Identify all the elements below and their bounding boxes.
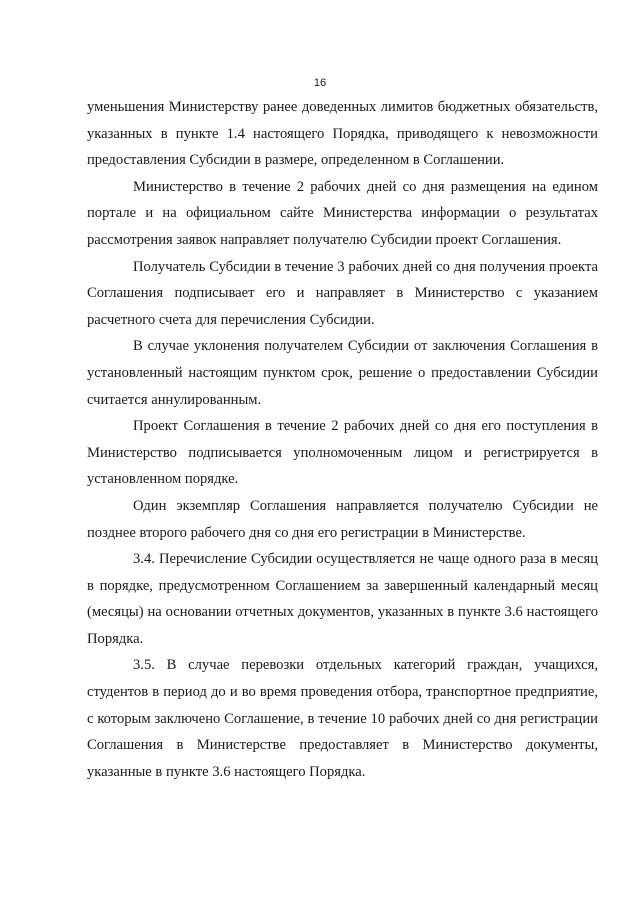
paragraph-clause-3-5: 3.5. В случае перевозки отдельных категорий граждан, учащихся, студентов в период до и во время проведения отбора, транспортное предприятие, с которым заключено Соглашение, в течение 10 рабочих дней со дня регистрации Соглашения в Министерстве предоставляет в Министерство документы, указанные в пункте 3.6 настоящего Порядка. <box>87 657 598 780</box>
paragraph-evasion-annulled: В случае уклонения получателем Субсидии от заключения Соглашения в установленный настоящим пунктом срок, решение о предоставлении Субсидии считается аннулированным. <box>87 338 598 408</box>
paragraph-clause-3-4: 3.4. Перечисление Субсидии осуществляется не чаще одного раза в месяц в порядке, предусмотренном Соглашением за завершенный календарный месяц (месяцы) на основании отчетных документов, указанных в пункте 3.6 настоящего Порядка. <box>87 551 598 647</box>
paragraph-copy-sent: Один экземпляр Соглашения направляется получателю Субсидии не позднее второго рабочего дня со дня его регистрации в Министерстве. <box>87 497 598 541</box>
paragraph-recipient-signs: Получатель Субсидии в течение 3 рабочих дней со дня получения проекта Соглашения подписывает его и направляет в Министерство с указанием расчетного счета для перечисления Субсидии. <box>87 258 598 328</box>
paragraph-continuation: уменьшения Министерству ранее доведенных лимитов бюджетных обязательств, указанных в пункте 1.4 настоящего Порядка, приводящего к невозможности предоставления Субсидии в размере, определенном в Соглашении. <box>87 99 598 169</box>
document-body <box>87 94 598 785</box>
page-number: 16 <box>313 77 327 89</box>
paragraph-registration: Проект Соглашения в течение 2 рабочих дней со дня его поступления в Министерство подписывается уполномоченным лицом и регистрируется в установленном порядке. <box>87 418 598 488</box>
paragraph-ministry-sends-draft: Министерство в течение 2 рабочих дней со дня размещения на едином портале и на официальном сайте Министерства информации о результатах рассмотрения заявок направляет получателю Субсидии проект Соглашения. <box>87 178 598 248</box>
